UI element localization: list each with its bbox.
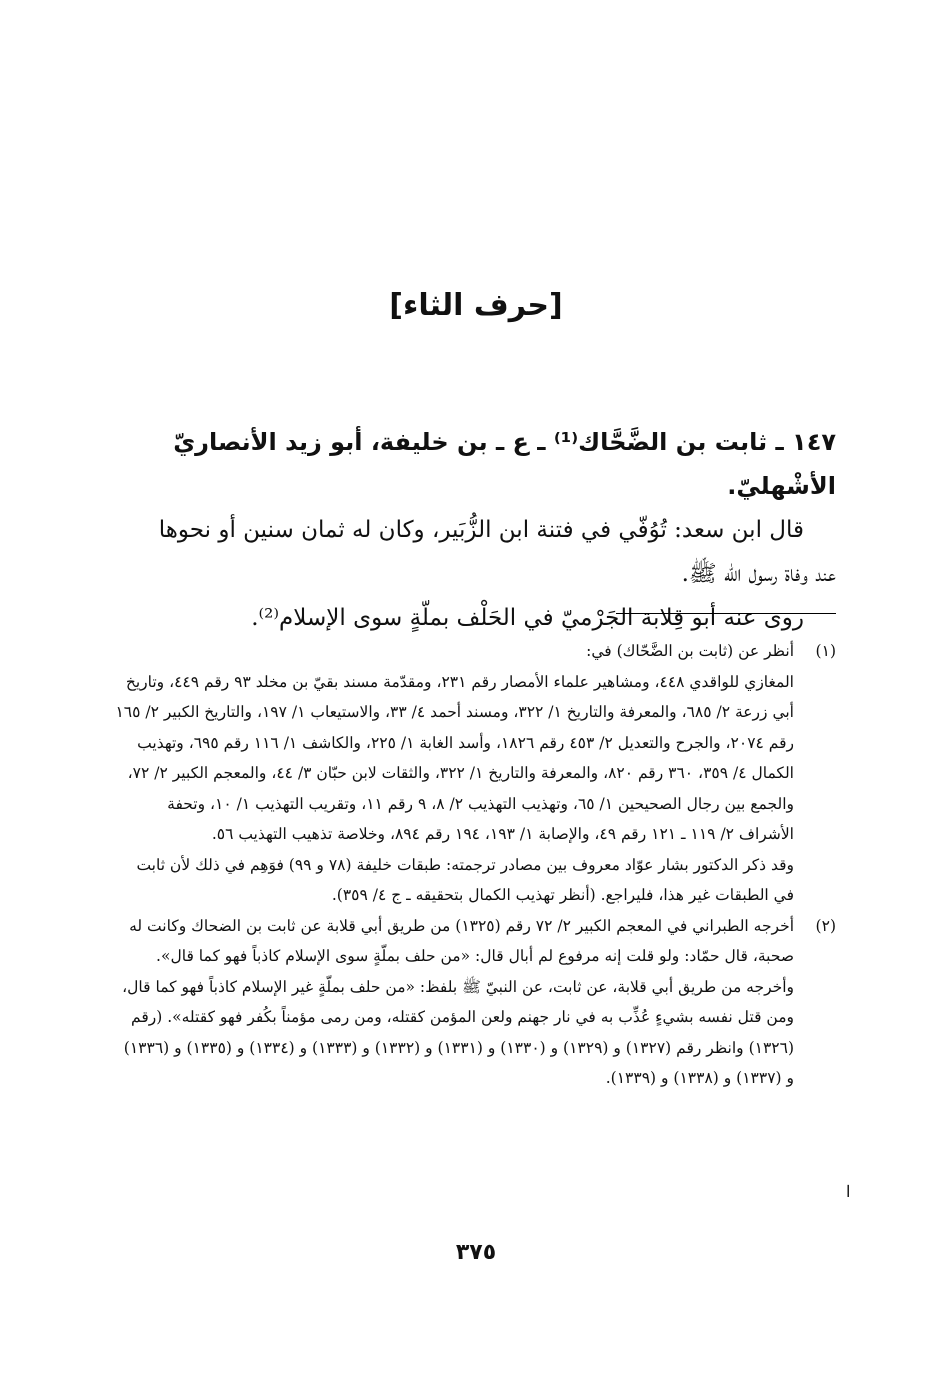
entry-text-line: روى عنه أبو قِلابة الجَرْميّ في الحَلْف بملّةٍ سوى الإسلام⁽²⁾. <box>251 605 804 631</box>
footnote-paragraph: المغازي للواقدي ٤٤٨، ومشاهير علماء الأمصار رقم ٢٣١، ومقدّمة مسند بقيّ بن مخلد ٩٣ رقم ٤٤٩، وتاريخ أبي زرعة ٢/ ٦٨٥، والمعرفة والتاريخ ١/ ٣٢٢، ومسند أحمد ٤/ ٣٣، والاستيعاب ١/ ١٩٧، والتاريخ الكبير ٢/ ١٦٥ رقم ٢٠٧٤، والجرح والتعديل ٢/ ٤٥٣ رقم ١٨٢٦، وأسد الغابة ١/ ٢٢٥، والكاشف ١/ ١١٦ رقم ٦٩٥، وتهذيب الكمال ٤/ ٣٥٩، ٣٦٠ رقم ٨٢٠، والمعرفة والتاريخ ١/ ٣٢٢، والثقات لابن حبّان ٣/ ٤٤، والمعجم الكبير ٢/ ٧٢، والجمع بين رجال الصحيحين ١/ ٦٥، وتهذيب التهذيب ٢/ ٨، ٩ رقم ١١، وتقريب التهذيب ١/ ١٠، وتحفة الأشراف ٢/ ١١٩ ـ ١٢١ رقم ٤٩، والإصابة ١/ ١٩٣، ١٩٤ رقم ٨٩٤، وخلاصة تذهيب التهذيب ٥٦. <box>115 672 794 843</box>
footnotes <box>112 636 836 1094</box>
entry-heading: ١٤٧ ـ ثابت بن الضَّحَّاك⁽¹⁾ ـ ع ـ بن خليفة، أبو زيد الأنصاريّ الأشْهليّ. <box>173 428 836 500</box>
footnote <box>112 911 836 1094</box>
entry-text-line: عند وفاة رسول الله ﷺ. <box>681 561 836 587</box>
footnote-paragraph: أنظر عن (ثابت بن الضَّحّاك) في: <box>586 642 794 660</box>
entry-text-line: قال ابن سعد: تُوُفّي في فتنة ابن الزُّبَير، وكان له ثمان سنين أو نحوها <box>158 517 804 543</box>
page-number: ٣٧٥ <box>455 1240 497 1265</box>
footnote-paragraph: أخرجه الطبراني في المعجم الكبير ٢/ ٧٢ رقم (١٣٢٥) من طريق أبي قلابة عن ثابت بن الضحاك وكانت له صحبة، قال حمّاد: ولو قلت إنه مرفوع لم أبال قال: «من حلف بملّةٍ سوى الإسلام كاذباً فهو كما قال». <box>129 916 794 965</box>
chapter-title: [حرف الثاء] <box>389 288 563 323</box>
footnote-number: (٢) <box>815 916 836 935</box>
footnote-paragraph: وقد ذكر الدكتور بشار عوّاد معروف بين مصادر ترجمته: طبقات خليفة (٧٨ و ٩٩) فوَهِم في ذلك لأن ثابت في الطبقات غير هذا، فليراجع. (أنظر تهذيب الكمال بتحقيقه ـ ج ٤/ ٣٥٩). <box>136 855 794 904</box>
footnote <box>112 636 836 911</box>
footnote-separator <box>616 613 836 614</box>
footnote-number: (١) <box>815 642 836 660</box>
margin-mark: ا <box>846 1182 851 1201</box>
biography-entry <box>116 420 836 640</box>
footnote-paragraph: وأخرجه من طريق أبي قلابة، عن ثابت، عن النبيّ ﷺ بلفظ: «من حلف بملّةٍ غير الإسلام كاذباً فهو كما قال، ومن قتل نفسه بشيءٍ عُذِّب به في نار جهنم ولعن المؤمن كقتله، ومن رمى مؤمناً بكُفر فهو كقتله». (رقم (١٣٢٦) وانظر رقم (١٣٢٧) و (١٣٢٩) و (١٣٣٠) و (١٣٣١) و (١٣٣٢) و (١٣٣٣) و (١٣٣٤) و (١٣٣٥) و (١٣٣٦) و (١٣٣٧) و (١٣٣٨) و (١٣٣٩). <box>122 977 794 1087</box>
